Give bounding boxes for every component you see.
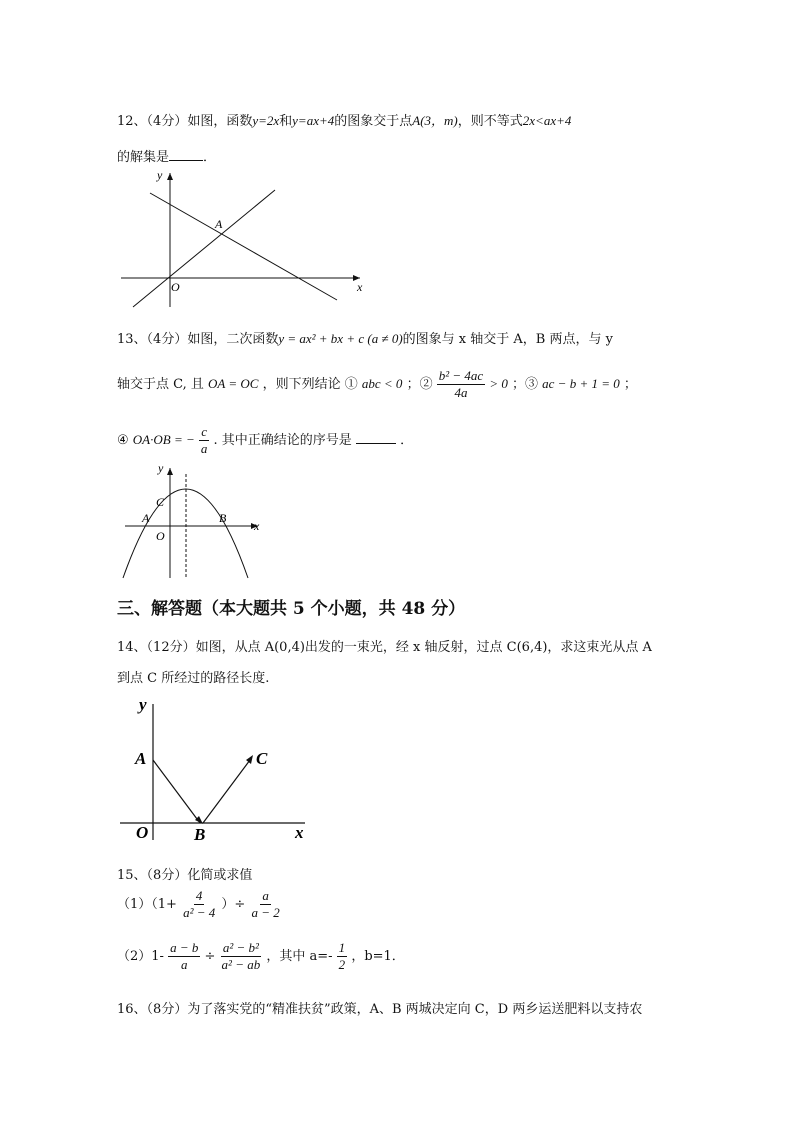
answer-blank — [356, 431, 396, 444]
q12-line1: 12、（4分）如图，函数y=2x和y=ax+4的图象交于点A(3，m)，则不等式2x<ax+4 — [117, 113, 572, 129]
fraction: $\frac{c}{a}$ — [200, 424, 208, 456]
y-label: y — [139, 695, 147, 714]
q13-line1: 13、（4分）如图，二次函数y = ax² + bx + c (a ≠ 0)的图象与 x 轴交于 A，B 两点，与 y — [117, 331, 613, 347]
y-arrow-icon — [167, 468, 173, 475]
point-a-label: A — [135, 749, 147, 768]
q15-title: 15、（8分）化简或求值 — [117, 868, 253, 883]
fraction: $\frac{4}{\text{a² − 4}}$ — [183, 888, 216, 920]
origin-label: O — [156, 529, 165, 543]
point-c-label: C — [156, 495, 165, 509]
section-title: 三、解答题（本大题共 5 个小题，共 48 分） — [117, 599, 466, 619]
fraction: $\frac{\text{b² − 4ac}}{4a}$ — [438, 368, 484, 400]
fraction: $\frac{a}{a - 2}$ — [251, 888, 280, 920]
q13-line3: ④ OA·OB = − $\frac{c}{a}$ . 其中正确结论的序号是 ． — [117, 424, 414, 456]
y-arrow-icon — [167, 173, 173, 180]
answer-blank — [169, 148, 203, 161]
q13-figure — [120, 460, 280, 585]
y-label: y — [157, 168, 163, 182]
origin-label: O — [171, 280, 180, 294]
q15-part2: （2）1- $\frac{a - b}{a}$ ÷ $\frac{\text{a² − b²}}{\text{a² − ab}}$ ，其中 a=- $\frac{1}{2}$ ，b=1． — [117, 940, 405, 972]
fraction: $\frac{\text{a² − b²}}{\text{a² − ab}}$ — [221, 940, 261, 972]
x-label: x — [254, 519, 260, 533]
q14-figure — [115, 690, 315, 850]
point-a-label: A — [215, 217, 223, 231]
q13-line2: 轴交于点 C, 且 OA = OC ，则下列结论 ① abc < 0 ；② $\frac{\text{b² − 4ac}}{4a}$ > 0 ；③ ac − b + 1 = 0 ； — [117, 368, 637, 400]
q15-part1: （1）（1+ $\frac{4}{\text{a² − 4}}$ ）÷ $\frac{a}{a - 2}$ — [117, 888, 280, 920]
ray-a-to-b — [153, 760, 200, 823]
q14-line1: 14、（12分）如图，从点 A(0,4)出发的一束光，经 x 轴反射，过点 C(6,4)，求这束光从点 A — [117, 640, 652, 655]
arrow-c-icon — [246, 755, 253, 764]
q14-line2: 到点 C 所经过的路径长度. — [117, 671, 270, 686]
q12-line2: 的解集是 ． — [117, 150, 217, 165]
fraction: $\frac{1}{2}$ — [338, 940, 346, 972]
ray-b-to-c — [203, 760, 250, 823]
q12-figure — [115, 165, 375, 315]
fraction: $\frac{a - b}{a}$ — [170, 940, 199, 972]
q16-line1: 16、（8分）为了落实党的“精准扶贫”政策，A、B 两城决定向 C，D 两乡运送肥料以支持农 — [117, 1002, 643, 1017]
point-b-label: B — [219, 511, 227, 525]
point-c-label: C — [256, 749, 268, 768]
point-b-label: B — [194, 825, 206, 844]
line-y-2x — [133, 190, 275, 307]
origin-label: O — [136, 823, 149, 842]
y-label: y — [158, 461, 164, 475]
point-a-label: A — [142, 511, 150, 525]
x-label: x — [295, 823, 304, 842]
x-label: x — [357, 280, 363, 294]
